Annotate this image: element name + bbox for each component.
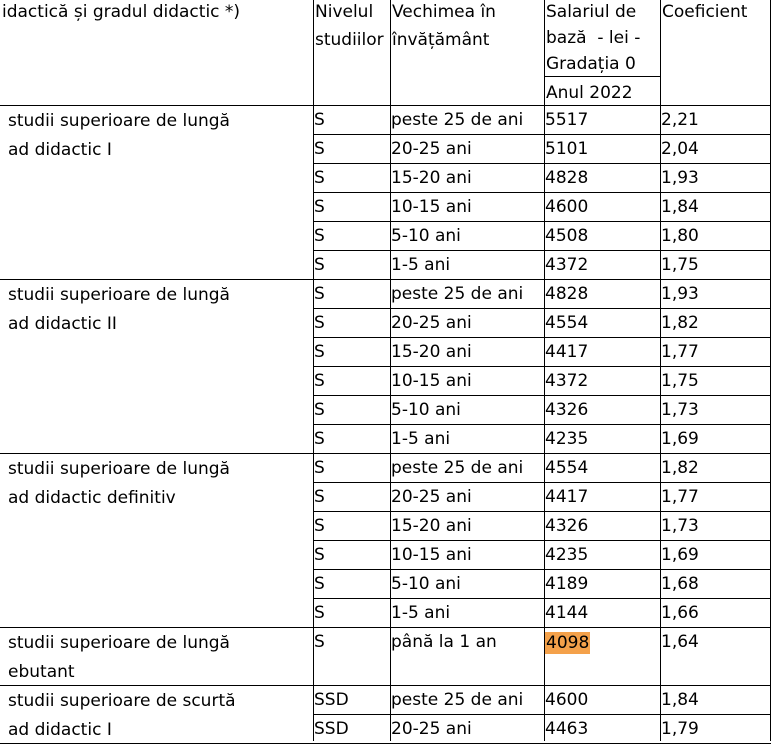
group-divider (0, 279, 771, 280)
cell-seniority: 10-15 ani (391, 545, 472, 565)
cell-salary: 4600 (545, 197, 589, 217)
cell-seniority: 20-25 ani (391, 719, 472, 739)
row-divider (313, 714, 771, 715)
header-col-coefficient: Coeficient (662, 2, 748, 22)
cell-seniority: 15-20 ani (391, 168, 472, 188)
row-divider (313, 134, 771, 135)
column-divider (660, 0, 661, 741)
row-divider (313, 366, 771, 367)
cell-salary: 4417 (545, 342, 589, 362)
cell-function-label: studii superioare de lungă (8, 459, 230, 479)
cell-level: SSD (314, 690, 349, 710)
column-divider (390, 0, 391, 741)
header-col-salary: bază - lei - (546, 28, 641, 48)
header-bottom-border (0, 105, 771, 106)
cell-level: S (314, 429, 325, 449)
cell-coefficient: 2,04 (661, 139, 699, 159)
cell-coefficient: 1,75 (661, 371, 699, 391)
cell-salary: 4463 (545, 719, 589, 739)
cell-seniority: până la 1 an (391, 632, 497, 652)
cell-level: S (314, 110, 325, 130)
cell-coefficient: 1,82 (661, 313, 699, 333)
cell-seniority: 20-25 ani (391, 487, 472, 507)
cell-coefficient: 1,73 (661, 400, 699, 420)
cell-seniority: 15-20 ani (391, 342, 472, 362)
row-divider (313, 337, 771, 338)
row-divider (313, 598, 771, 599)
cell-salary: 5101 (545, 139, 589, 159)
cell-seniority: peste 25 de ani (391, 690, 524, 710)
cell-seniority: 5-10 ani (391, 400, 461, 420)
column-divider (544, 0, 545, 741)
cell-level: S (314, 284, 325, 304)
cell-level: S (314, 603, 325, 623)
cell-function-label: studii superioare de lungă (8, 111, 230, 131)
cell-coefficient: 1,84 (661, 197, 699, 217)
cell-seniority: peste 25 de ani (391, 458, 524, 478)
cell-coefficient: 1,73 (661, 516, 699, 536)
cell-level: S (314, 400, 325, 420)
header-col-salary-year: Anul 2022 (546, 83, 633, 103)
group-divider (0, 685, 771, 686)
cell-level: SSD (314, 719, 349, 739)
cell-salary: 4554 (545, 313, 589, 333)
column-divider (313, 0, 314, 741)
cell-seniority: peste 25 de ani (391, 284, 524, 304)
row-divider (313, 569, 771, 570)
cell-coefficient: 1,68 (661, 574, 699, 594)
cell-function-label: ad didactic II (8, 314, 117, 334)
cell-function-label: studii superioare de lungă (8, 633, 230, 653)
cell-function-label: ad didactic definitiv (8, 488, 176, 508)
group-divider (0, 627, 771, 628)
header-col-salary: Salariul de (546, 2, 637, 22)
cell-level: S (314, 516, 325, 536)
cell-level: S (314, 371, 325, 391)
cell-function-label: ebutant (8, 662, 75, 682)
cell-seniority: 5-10 ani (391, 226, 461, 246)
cell-level: S (314, 139, 325, 159)
header-col-seniority: învățământ (392, 30, 490, 50)
cell-coefficient: 1,66 (661, 603, 699, 623)
group-divider (0, 453, 771, 454)
header-col-salary: Gradația 0 (546, 54, 636, 74)
row-divider (313, 482, 771, 483)
cell-salary: 4508 (545, 226, 589, 246)
cell-coefficient: 1,77 (661, 342, 699, 362)
header-col-seniority: Vechimea în (392, 2, 496, 22)
cell-seniority: 5-10 ani (391, 574, 461, 594)
row-divider (313, 308, 771, 309)
cell-level: S (314, 255, 325, 275)
row-divider (313, 163, 771, 164)
cell-salary: 4235 (545, 545, 589, 565)
cell-salary: 4144 (545, 603, 589, 623)
row-divider (313, 395, 771, 396)
row-divider (313, 250, 771, 251)
row-divider (313, 192, 771, 193)
cell-coefficient: 1,82 (661, 458, 699, 478)
header-col-level: studiilor (315, 30, 384, 50)
cell-level: S (314, 574, 325, 594)
cell-salary: 4326 (545, 516, 589, 536)
cell-function-label: studii superioare de lungă (8, 285, 230, 305)
cell-level: S (314, 226, 325, 246)
cell-coefficient: 1,84 (661, 690, 699, 710)
header-subdivider (544, 76, 660, 77)
cell-salary: 4235 (545, 429, 589, 449)
cell-coefficient: 1,77 (661, 487, 699, 507)
cell-coefficient: 1,75 (661, 255, 699, 275)
cell-seniority: 1-5 ani (391, 255, 451, 275)
cell-seniority: 10-15 ani (391, 197, 472, 217)
cell-coefficient: 1,69 (661, 429, 699, 449)
cell-level: S (314, 342, 325, 362)
row-divider (313, 540, 771, 541)
cell-level: S (314, 197, 325, 217)
cell-coefficient: 1,79 (661, 719, 699, 739)
cell-seniority: 1-5 ani (391, 603, 451, 623)
cell-salary: 4326 (545, 400, 589, 420)
cell-salary: 4372 (545, 371, 589, 391)
cell-function-label: studii superioare de scurtă (8, 691, 236, 711)
group-divider (0, 743, 771, 744)
cell-function-label: ad didactic I (8, 720, 112, 740)
cell-coefficient: 1,80 (661, 226, 699, 246)
row-divider (313, 511, 771, 512)
cell-level: S (314, 458, 325, 478)
cell-coefficient: 1,69 (661, 545, 699, 565)
cell-seniority: 10-15 ani (391, 371, 472, 391)
cell-seniority: 20-25 ani (391, 139, 472, 159)
cell-salary: 4372 (545, 255, 589, 275)
cell-salary: 4828 (545, 284, 589, 304)
cell-salary: 4600 (545, 690, 589, 710)
cell-level: S (314, 632, 325, 652)
cell-level: S (314, 168, 325, 188)
cell-level: S (314, 487, 325, 507)
row-divider (313, 221, 771, 222)
cell-coefficient: 2,21 (661, 110, 699, 130)
cell-function-label: ad didactic I (8, 140, 112, 160)
cell-salary: 4098 (546, 633, 590, 653)
row-divider (313, 424, 771, 425)
cell-salary: 5517 (545, 110, 589, 130)
cell-seniority: 15-20 ani (391, 516, 472, 536)
cell-coefficient: 1,93 (661, 168, 699, 188)
cell-salary: 4417 (545, 487, 589, 507)
cell-coefficient: 1,93 (661, 284, 699, 304)
cell-salary: 4554 (545, 458, 589, 478)
cell-level: S (314, 313, 325, 333)
header-col-function: idactică și gradul didactic *) (2, 2, 241, 22)
cell-level: S (314, 545, 325, 565)
cell-salary: 4189 (545, 574, 589, 594)
cell-seniority: peste 25 de ani (391, 110, 524, 130)
cell-coefficient: 1,64 (661, 632, 699, 652)
cell-salary: 4828 (545, 168, 589, 188)
cell-seniority: 1-5 ani (391, 429, 451, 449)
cell-seniority: 20-25 ani (391, 313, 472, 333)
header-col-level: Nivelul (315, 2, 374, 22)
